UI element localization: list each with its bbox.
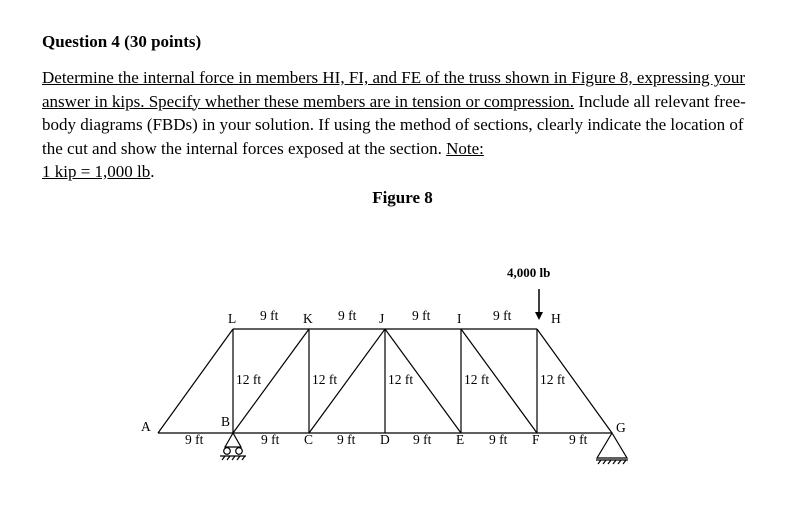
note-value: 1 kip = 1,000 lb	[42, 162, 151, 181]
height-IE: 12 ft	[464, 372, 490, 387]
question-title: Question 4 (30 points)	[42, 32, 202, 51]
bottom-span-DE: 9 ft	[413, 432, 432, 447]
height-JD: 12 ft	[388, 372, 414, 387]
bottom-span-CD: 9 ft	[337, 432, 356, 447]
node-label-G: G	[616, 420, 626, 435]
top-span-JI: 9 ft	[412, 308, 431, 323]
bottom-span-BC: 9 ft	[261, 432, 280, 447]
node-label-F: F	[532, 432, 540, 447]
note-end: .	[150, 162, 155, 181]
pin-support-B	[220, 433, 246, 460]
load-arrow-icon	[535, 289, 543, 320]
question-sentence-1: Determine the internal force in members HI, FI, and FE of the truss shown in Figure 8, expressing your answer in kips. Specify whether these members are in tension or compression.	[42, 68, 745, 111]
bottom-span-FG: 9 ft	[569, 432, 588, 447]
node-label-A: A	[141, 419, 151, 434]
roller-support-G	[596, 433, 628, 464]
top-span-LK: 9 ft	[260, 308, 279, 323]
question-sentence-2: Include all relevant free-body diagrams (FBDs) in your solution. If using the method of sections, clearly indicate the location of the cut and show the internal forces exposed at the section.	[42, 91, 746, 158]
node-label-L: L	[228, 311, 237, 326]
height-LB: 12 ft	[236, 372, 262, 387]
height-KC: 12 ft	[312, 372, 338, 387]
node-label-I: I	[457, 311, 462, 326]
node-label-H: H	[551, 311, 561, 326]
node-label-K: K	[303, 311, 313, 326]
bottom-span-EF: 9 ft	[489, 432, 508, 447]
node-label-D: D	[380, 432, 390, 447]
node-label-J: J	[379, 311, 385, 326]
bottom-span-AB: 9 ft	[185, 432, 204, 447]
node-label-C: C	[304, 432, 314, 447]
node-label-E: E	[456, 432, 465, 447]
note-label: Note:	[446, 138, 484, 158]
top-span-KJ: 9 ft	[338, 308, 357, 323]
node-label-B: B	[221, 414, 231, 429]
top-span-IH: 9 ft	[493, 308, 512, 323]
load-label: 4,000 lb	[507, 265, 551, 280]
figure-title: Figure 8	[372, 188, 433, 207]
height-HF: 12 ft	[540, 372, 566, 387]
